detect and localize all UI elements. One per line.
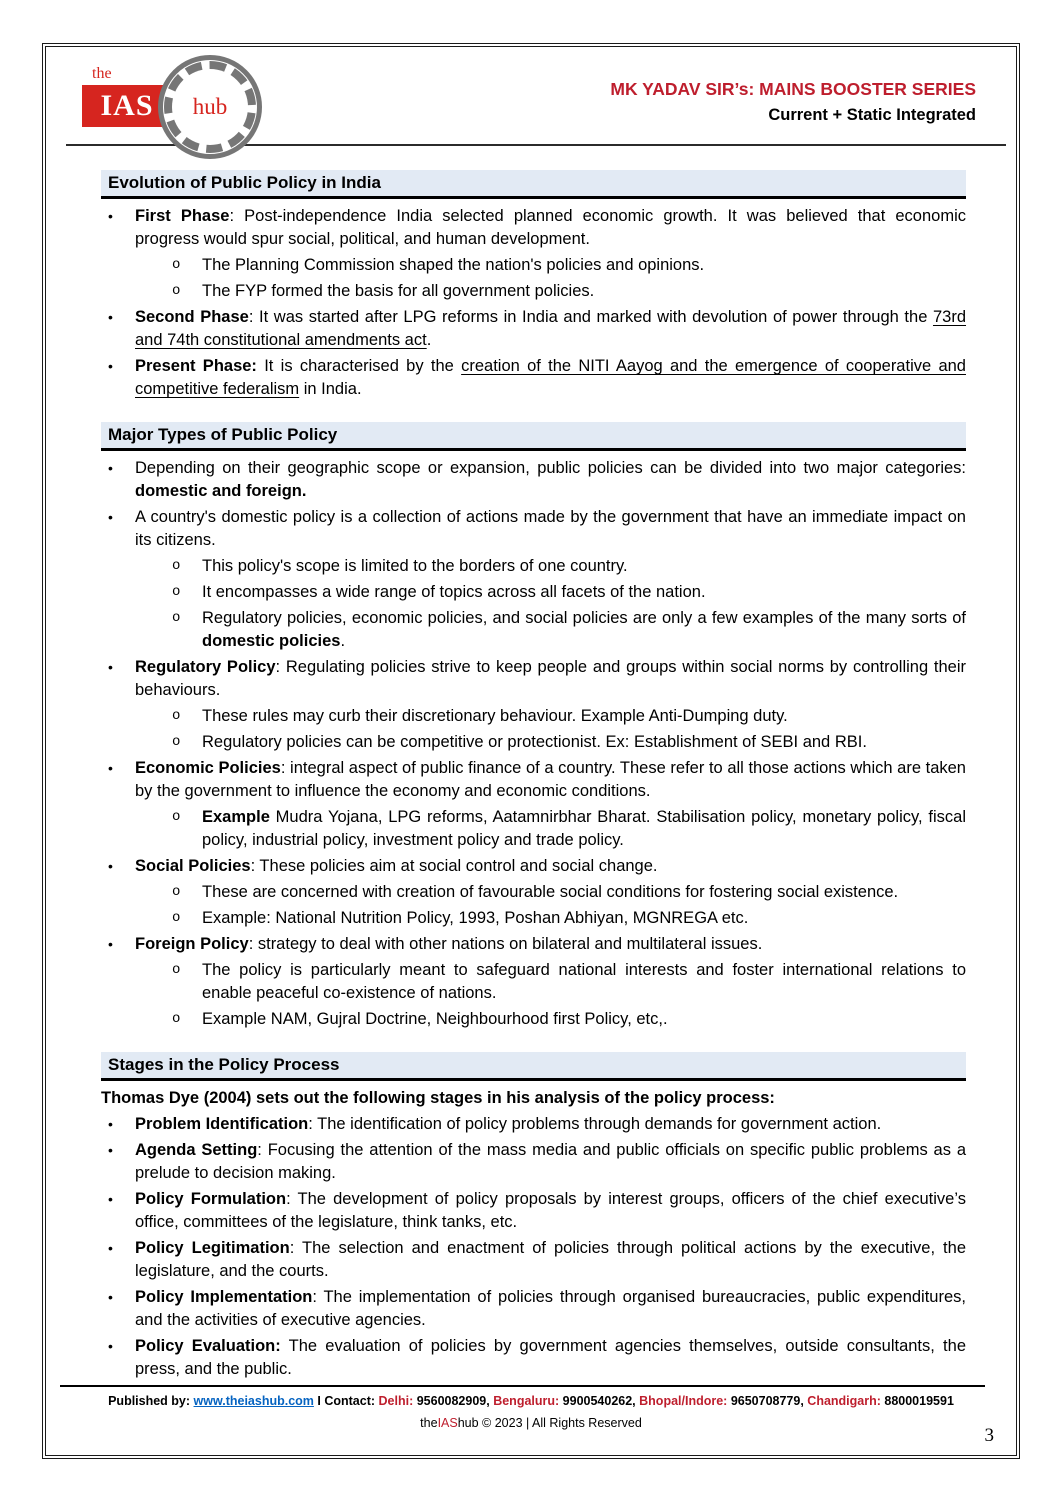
list-item-sub (101, 881, 966, 904)
bullet-icon: • (108, 509, 113, 525)
bullet-icon: • (108, 1289, 113, 1305)
text-segment: domestic policies (202, 632, 341, 650)
list-item-text (202, 959, 966, 1005)
list-item-text (135, 205, 966, 251)
text-segment: domestic and foreign. (135, 482, 307, 500)
text-segment: Regulatory Policy (135, 658, 276, 676)
bullet-icon: • (108, 358, 113, 374)
list-item (101, 355, 966, 401)
list-item-text (135, 457, 966, 503)
text-segment: Social Policies (135, 857, 251, 875)
contact-city: Delhi: (378, 1394, 414, 1408)
list-item-sub (101, 280, 966, 303)
list-item-text (135, 1335, 966, 1381)
list-item (101, 757, 966, 803)
text-segment: : The development of policy proposals by interest groups, officers of the chief executive’s office, committees of the legislature, think tanks, etc. (135, 1190, 966, 1231)
section-heading: Major Types of Public Policy (101, 422, 966, 451)
bullet-icon: • (108, 936, 113, 952)
text-segment: . (340, 632, 346, 650)
list-item-sub (101, 607, 966, 653)
circle-bullet-icon: o (172, 809, 181, 825)
contact-city: Bengaluru: (493, 1394, 560, 1408)
bullet-icon: • (108, 208, 113, 224)
footer-copyright (46, 1416, 1016, 1430)
text-segment: These rules may curb their discretionary behaviour. Example Anti-Dumping duty. (202, 707, 788, 725)
document-body (101, 170, 966, 1402)
text-segment: These are concerned with creation of favourable social conditions for fostering social existence. (202, 883, 899, 901)
text-segment: This policy's scope is limited to the borders of one country. (202, 557, 628, 575)
text-segment: Economic Policies (135, 759, 281, 777)
page-number: 3 (984, 1425, 994, 1446)
list-item-sub (101, 254, 966, 277)
list-item-text (135, 355, 966, 401)
list-item (101, 855, 966, 878)
copyright-ias: IAS (437, 1416, 458, 1430)
text-segment: Depending on their geographic scope or expansion, public policies can be divided into two major categories: (135, 459, 966, 477)
text-segment: Policy Evaluation: (135, 1337, 281, 1355)
footer-published-line (46, 1394, 1016, 1408)
list-item-sub (101, 806, 966, 852)
list-item-text (202, 581, 966, 604)
list-item (101, 1237, 966, 1283)
text-segment: Policy Formulation (135, 1190, 287, 1208)
text-segment: : These policies aim at social control and social change. (250, 857, 658, 875)
published-by-label: Published by: (108, 1394, 194, 1408)
text-segment: Mudra Yojana, LPG reforms, Aatamnirbhar Bharat. Stabilisation policy, monetary policy, fiscal policy, industrial policy, investment policy and trade policy. (202, 808, 966, 849)
text-segment: It encompasses a wide range of topics across all facets of the nation. (202, 583, 706, 601)
text-segment: Foreign Policy (135, 935, 249, 953)
list-item (101, 1286, 966, 1332)
bullet-icon: • (108, 1240, 113, 1256)
text-segment: : The identification of policy problems through demands for government action. (308, 1115, 882, 1133)
contact-city: Chandigarh: (807, 1394, 881, 1408)
text-segment: : Regulating policies strive to keep people and groups within social norms by controlling their behaviours. (135, 658, 966, 699)
text-segment: 73rd and 74th constitutional amendments act (135, 308, 967, 349)
text-segment: creation of the NITI Aayog and the emergence of cooperative and competitive federalism (135, 357, 966, 398)
list-item-text (202, 1008, 966, 1031)
list-item-text (202, 881, 966, 904)
list-item-text (135, 656, 966, 702)
footer-divider (60, 1385, 985, 1387)
text-segment: It is characterised by the (256, 357, 462, 375)
page-frame (42, 43, 1020, 1459)
logo-word-the: the (92, 65, 112, 82)
list-item-text (135, 1188, 966, 1234)
contact-label: I Contact: (313, 1394, 379, 1408)
bullet-icon: • (108, 309, 113, 325)
logo-hub-circle (158, 55, 262, 159)
copyright-pre: the (420, 1416, 438, 1430)
list-item-text (202, 731, 966, 754)
series-title: MK YADAV SIR’s: MAINS BOOSTER SERIES (610, 79, 976, 99)
list-item (101, 1113, 966, 1136)
contact-phone: 9900540262, (559, 1394, 640, 1408)
text-segment: The Planning Commission shaped the nation's policies and opinions. (202, 256, 705, 274)
section (101, 422, 966, 1031)
list-item-text (135, 306, 966, 352)
page-header (82, 59, 976, 167)
section (101, 1052, 966, 1381)
text-segment: : It was started after LPG reforms in India and marked with devolution of power through the (248, 308, 933, 326)
list-item-sub (101, 959, 966, 1005)
list-item (101, 656, 966, 702)
list-item-text (202, 907, 966, 930)
list-item-sub (101, 731, 966, 754)
contact-phone: 9560082909, (413, 1394, 494, 1408)
text-segment: Second Phase (135, 308, 249, 326)
text-segment: Regulatory policies can be competitive or protectionist. Ex: Establishment of SEBI and RBI. (202, 733, 867, 751)
section-heading: Evolution of Public Policy in India (101, 170, 966, 199)
list-item-text (202, 607, 966, 653)
list-item-text (202, 705, 966, 728)
header-titles (610, 79, 976, 125)
circle-bullet-icon: o (172, 910, 181, 926)
text-segment: in India. (299, 380, 362, 398)
circle-bullet-icon: o (172, 734, 181, 750)
logo-ias-box: IAS (82, 85, 172, 127)
contact-city: Bhopal/Indore: (639, 1394, 728, 1408)
text-segment: . (426, 331, 432, 349)
list-item-text (202, 254, 966, 277)
circle-bullet-icon: o (172, 610, 181, 626)
bullet-icon: • (108, 1191, 113, 1207)
circle-bullet-icon: o (172, 558, 181, 574)
list-item (101, 1188, 966, 1234)
contact-phone: 9650708779, (727, 1394, 808, 1408)
list-item (101, 205, 966, 251)
list-item (101, 457, 966, 503)
list-item-text (202, 280, 966, 303)
circle-bullet-icon: o (172, 283, 181, 299)
text-segment: A country's domestic policy is a collection of actions made by the government that have an immediate impact on its citizens. (135, 508, 966, 549)
list-item-text (135, 933, 966, 956)
text-segment: : integral aspect of public finance of a country. These refer to all those actions which are taken by the government to influence the economy and economic conditions. (135, 759, 966, 800)
list-item-text (135, 1139, 966, 1185)
list-item-sub (101, 907, 966, 930)
text-segment: Example: National Nutrition Policy, 1993, Poshan Abhiyan, MGNREGA etc. (202, 909, 749, 927)
list-item-sub (101, 705, 966, 728)
text-segment: Thomas Dye (2004) sets out the following stages in his analysis of the policy process: (101, 1089, 775, 1107)
text-segment: : The selection and enactment of policies through political actions by the executive, the legislature, and the courts. (135, 1239, 966, 1280)
contact-phone: 8800019591 (880, 1394, 954, 1408)
text-segment: The evaluation of policies by government agencies themselves, outside consultants, the press, and the public. (135, 1337, 966, 1378)
circle-bullet-icon: o (172, 962, 181, 978)
bullet-icon: • (108, 1338, 113, 1354)
list-item-sub (101, 1008, 966, 1031)
text-segment: Example NAM, Gujral Doctrine, Neighbourhood first Policy, etc,. (202, 1010, 668, 1028)
list-item (101, 306, 966, 352)
circle-bullet-icon: o (172, 708, 181, 724)
list-item-sub (101, 581, 966, 604)
text-segment: Agenda Setting (135, 1141, 258, 1159)
bullet-icon: • (108, 1142, 113, 1158)
list-item (101, 1139, 966, 1185)
section-heading: Stages in the Policy Process (101, 1052, 966, 1081)
list-item (101, 933, 966, 956)
text-segment: : strategy to deal with other nations on bilateral and multilateral issues. (248, 935, 763, 953)
paragraph (101, 1087, 966, 1110)
text-segment: : Focusing the attention of the mass media and public officials on specific public problems as a prelude to decision making. (135, 1141, 966, 1182)
text-segment: Regulatory policies, economic policies, and social policies are only a few examples of the many sorts of (202, 609, 966, 627)
text-segment: Policy Legitimation (135, 1239, 290, 1257)
text-segment: : Post-independence India selected planned economic growth. It was believed that economic progress would spur social, political, and human development. (135, 207, 966, 248)
list-item-sub (101, 555, 966, 578)
text-segment: Policy Implementation (135, 1288, 313, 1306)
text-segment: First Phase (135, 207, 230, 225)
list-item (101, 1335, 966, 1381)
theiashub-link[interactable]: www.theiashub.com (193, 1394, 314, 1408)
text-segment: Problem Identification (135, 1115, 309, 1133)
logo-word-hub: hub (192, 94, 228, 119)
list-item (101, 506, 966, 552)
theiashub-logo (82, 59, 262, 163)
list-item-text (135, 1237, 966, 1283)
list-item-text (135, 1286, 966, 1332)
list-item-text (135, 855, 966, 878)
copyright-post: hub © 2023 | All Rights Reserved (457, 1416, 642, 1430)
text-segment: The policy is particularly meant to safeguard national interests and foster international relations to enable peaceful co-existence of nations. (202, 961, 966, 1002)
list-item-text (135, 506, 966, 552)
bullet-icon: • (108, 460, 113, 476)
text-segment: Example (202, 808, 270, 826)
text-segment: The FYP formed the basis for all government policies. (202, 282, 595, 300)
list-item-text (202, 555, 966, 578)
series-subtitle: Current + Static Integrated (768, 106, 976, 124)
circle-bullet-icon: o (172, 584, 181, 600)
list-item-text (135, 757, 966, 803)
list-item-text (135, 1113, 966, 1136)
text-segment: Present Phase: (135, 357, 257, 375)
text-segment: : The implementation of policies through organised bureaucracies, public expenditures, and the activities of executive agencies. (135, 1288, 966, 1329)
section (101, 170, 966, 401)
list-item-text (202, 806, 966, 852)
bullet-icon: • (108, 858, 113, 874)
bullet-icon: • (108, 1116, 113, 1132)
circle-bullet-icon: o (172, 257, 181, 273)
circle-bullet-icon: o (172, 884, 181, 900)
circle-bullet-icon: o (172, 1011, 181, 1027)
bullet-icon: • (108, 760, 113, 776)
bullet-icon: • (108, 659, 113, 675)
